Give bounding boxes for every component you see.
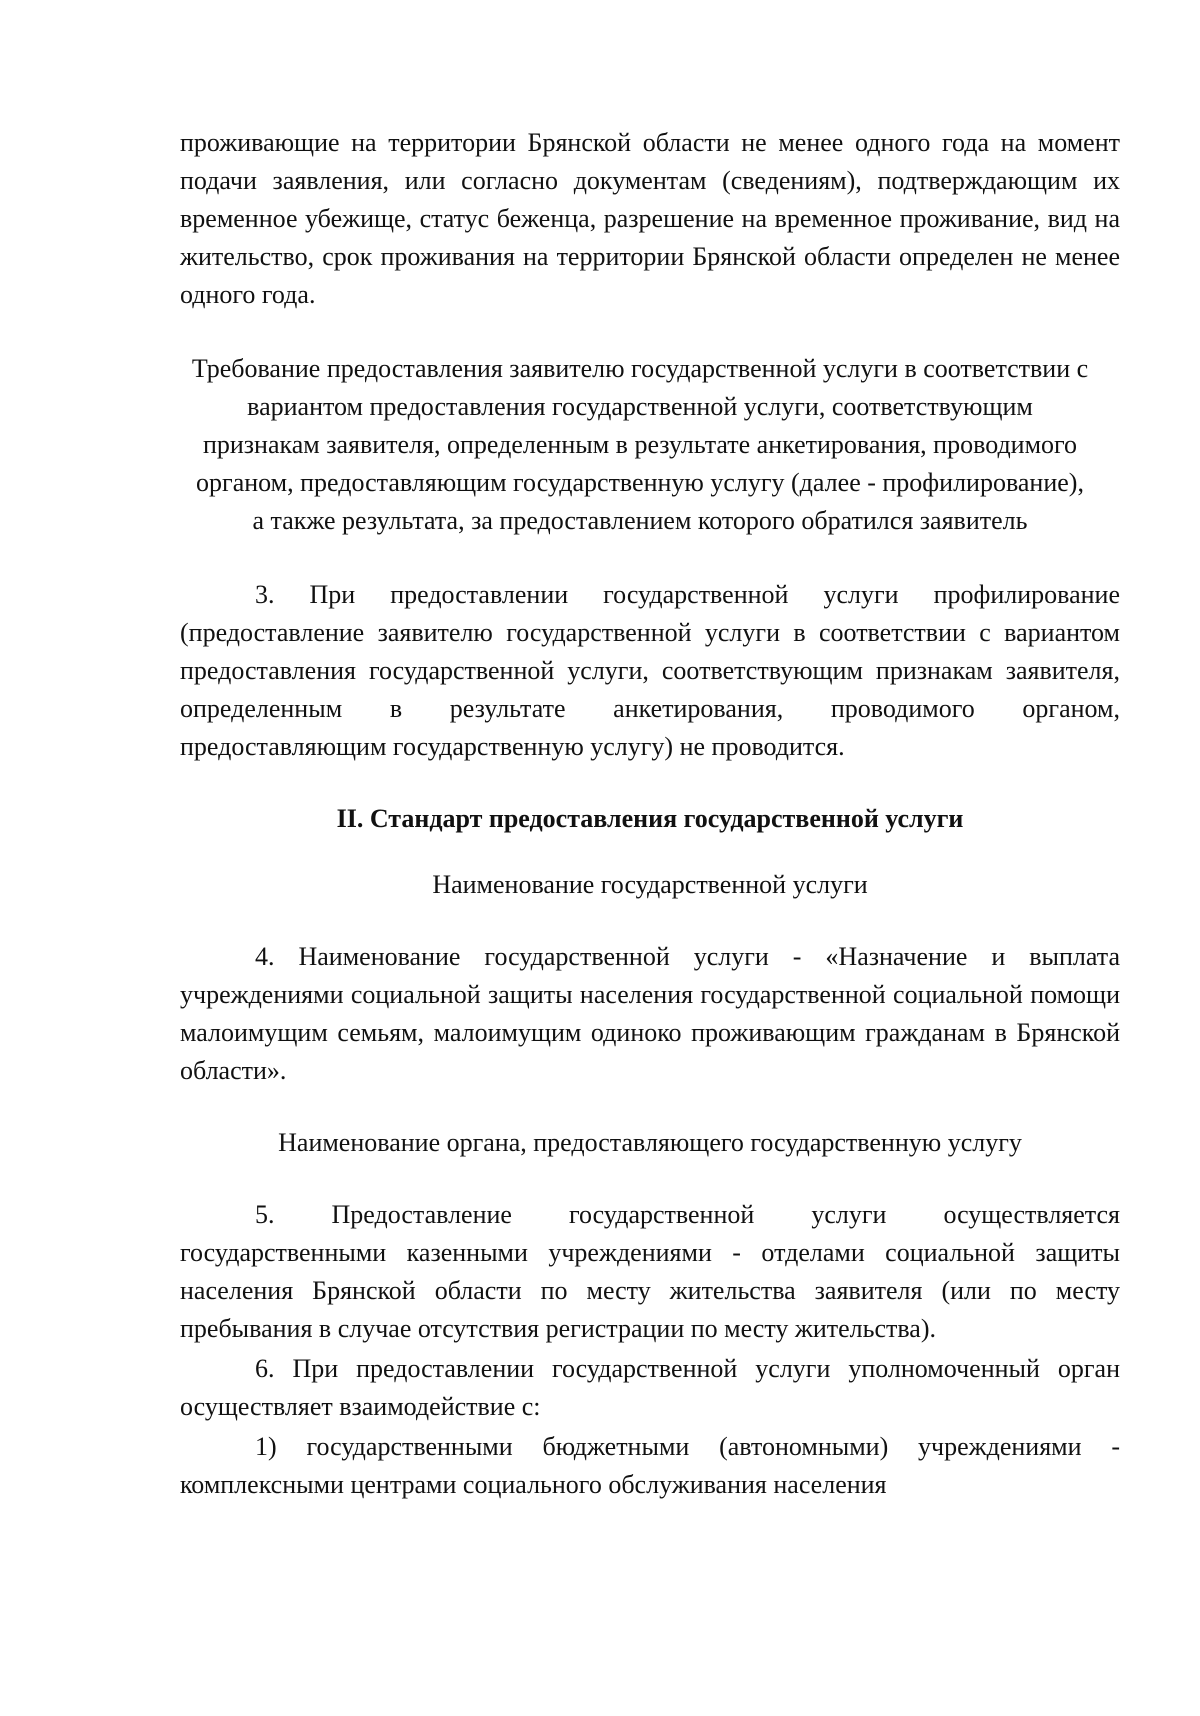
intro-paragraph: проживающие на территории Брянской области не менее одного года на момент подачи заявления, или согласно документам (сведениям), подтверждающим их временное убежище, статус беженца, разрешение на временное проживание, вид на жительство, срок проживания на территории Брянской области определен не менее одного года. xyxy=(180,128,1120,309)
paragraph-5: 5. Предоставление государственной услуги осуществляется государственными казенными учреждениями - отделами социальной защиты населения Брянской области по месту жительства заявителя (или по месту пребывания в случае отсутствия регистрации по месту жительства). xyxy=(180,1200,1120,1343)
paragraph-6: 6. При предоставлении государственной услуги уполномоченный орган осуществляет взаимодействие с: xyxy=(180,1354,1120,1421)
paragraph-6-item-1: 1) государственными бюджетными (автономными) учреждениями - комплексными центрами социального обслуживания населения xyxy=(180,1432,1120,1499)
service-name-heading: Наименование государственной услуги xyxy=(432,870,868,899)
paragraph-3: 3. При предоставлении государственной услуги профилирование (предоставление заявителю государственной услуги в соответствии с вариантом предоставления государственной услуги, соответствующим признакам заявителя, определенным в результате анкетирования, проводимого органом, предоставляющим государственную услугу) не проводится. xyxy=(180,580,1120,761)
authority-name-heading: Наименование органа, предоставляющего государственную услугу xyxy=(278,1128,1022,1157)
paragraph-4: 4. Наименование государственной услуги - «Назначение и выплата учреждениями социальной защиты населения государственной социальной помощи малоимущим семьям, малоимущим одиноко проживающим гражданам в Брянской области». xyxy=(180,942,1120,1085)
section-2-heading: II. Стандарт предоставления государственной услуги xyxy=(336,804,964,833)
requirement-heading: Требование предоставления заявителю государственной услуги в соответствии с вариантом предоставления государственной услуги, соответствующим признакам заявителя, определенным в результате анкетирования, проводимого органом, предоставляющим государственную услугу (далее - профилирование), а также результата, за предоставлением которого обратился заявитель xyxy=(191,354,1089,535)
document-body xyxy=(180,124,1120,1504)
